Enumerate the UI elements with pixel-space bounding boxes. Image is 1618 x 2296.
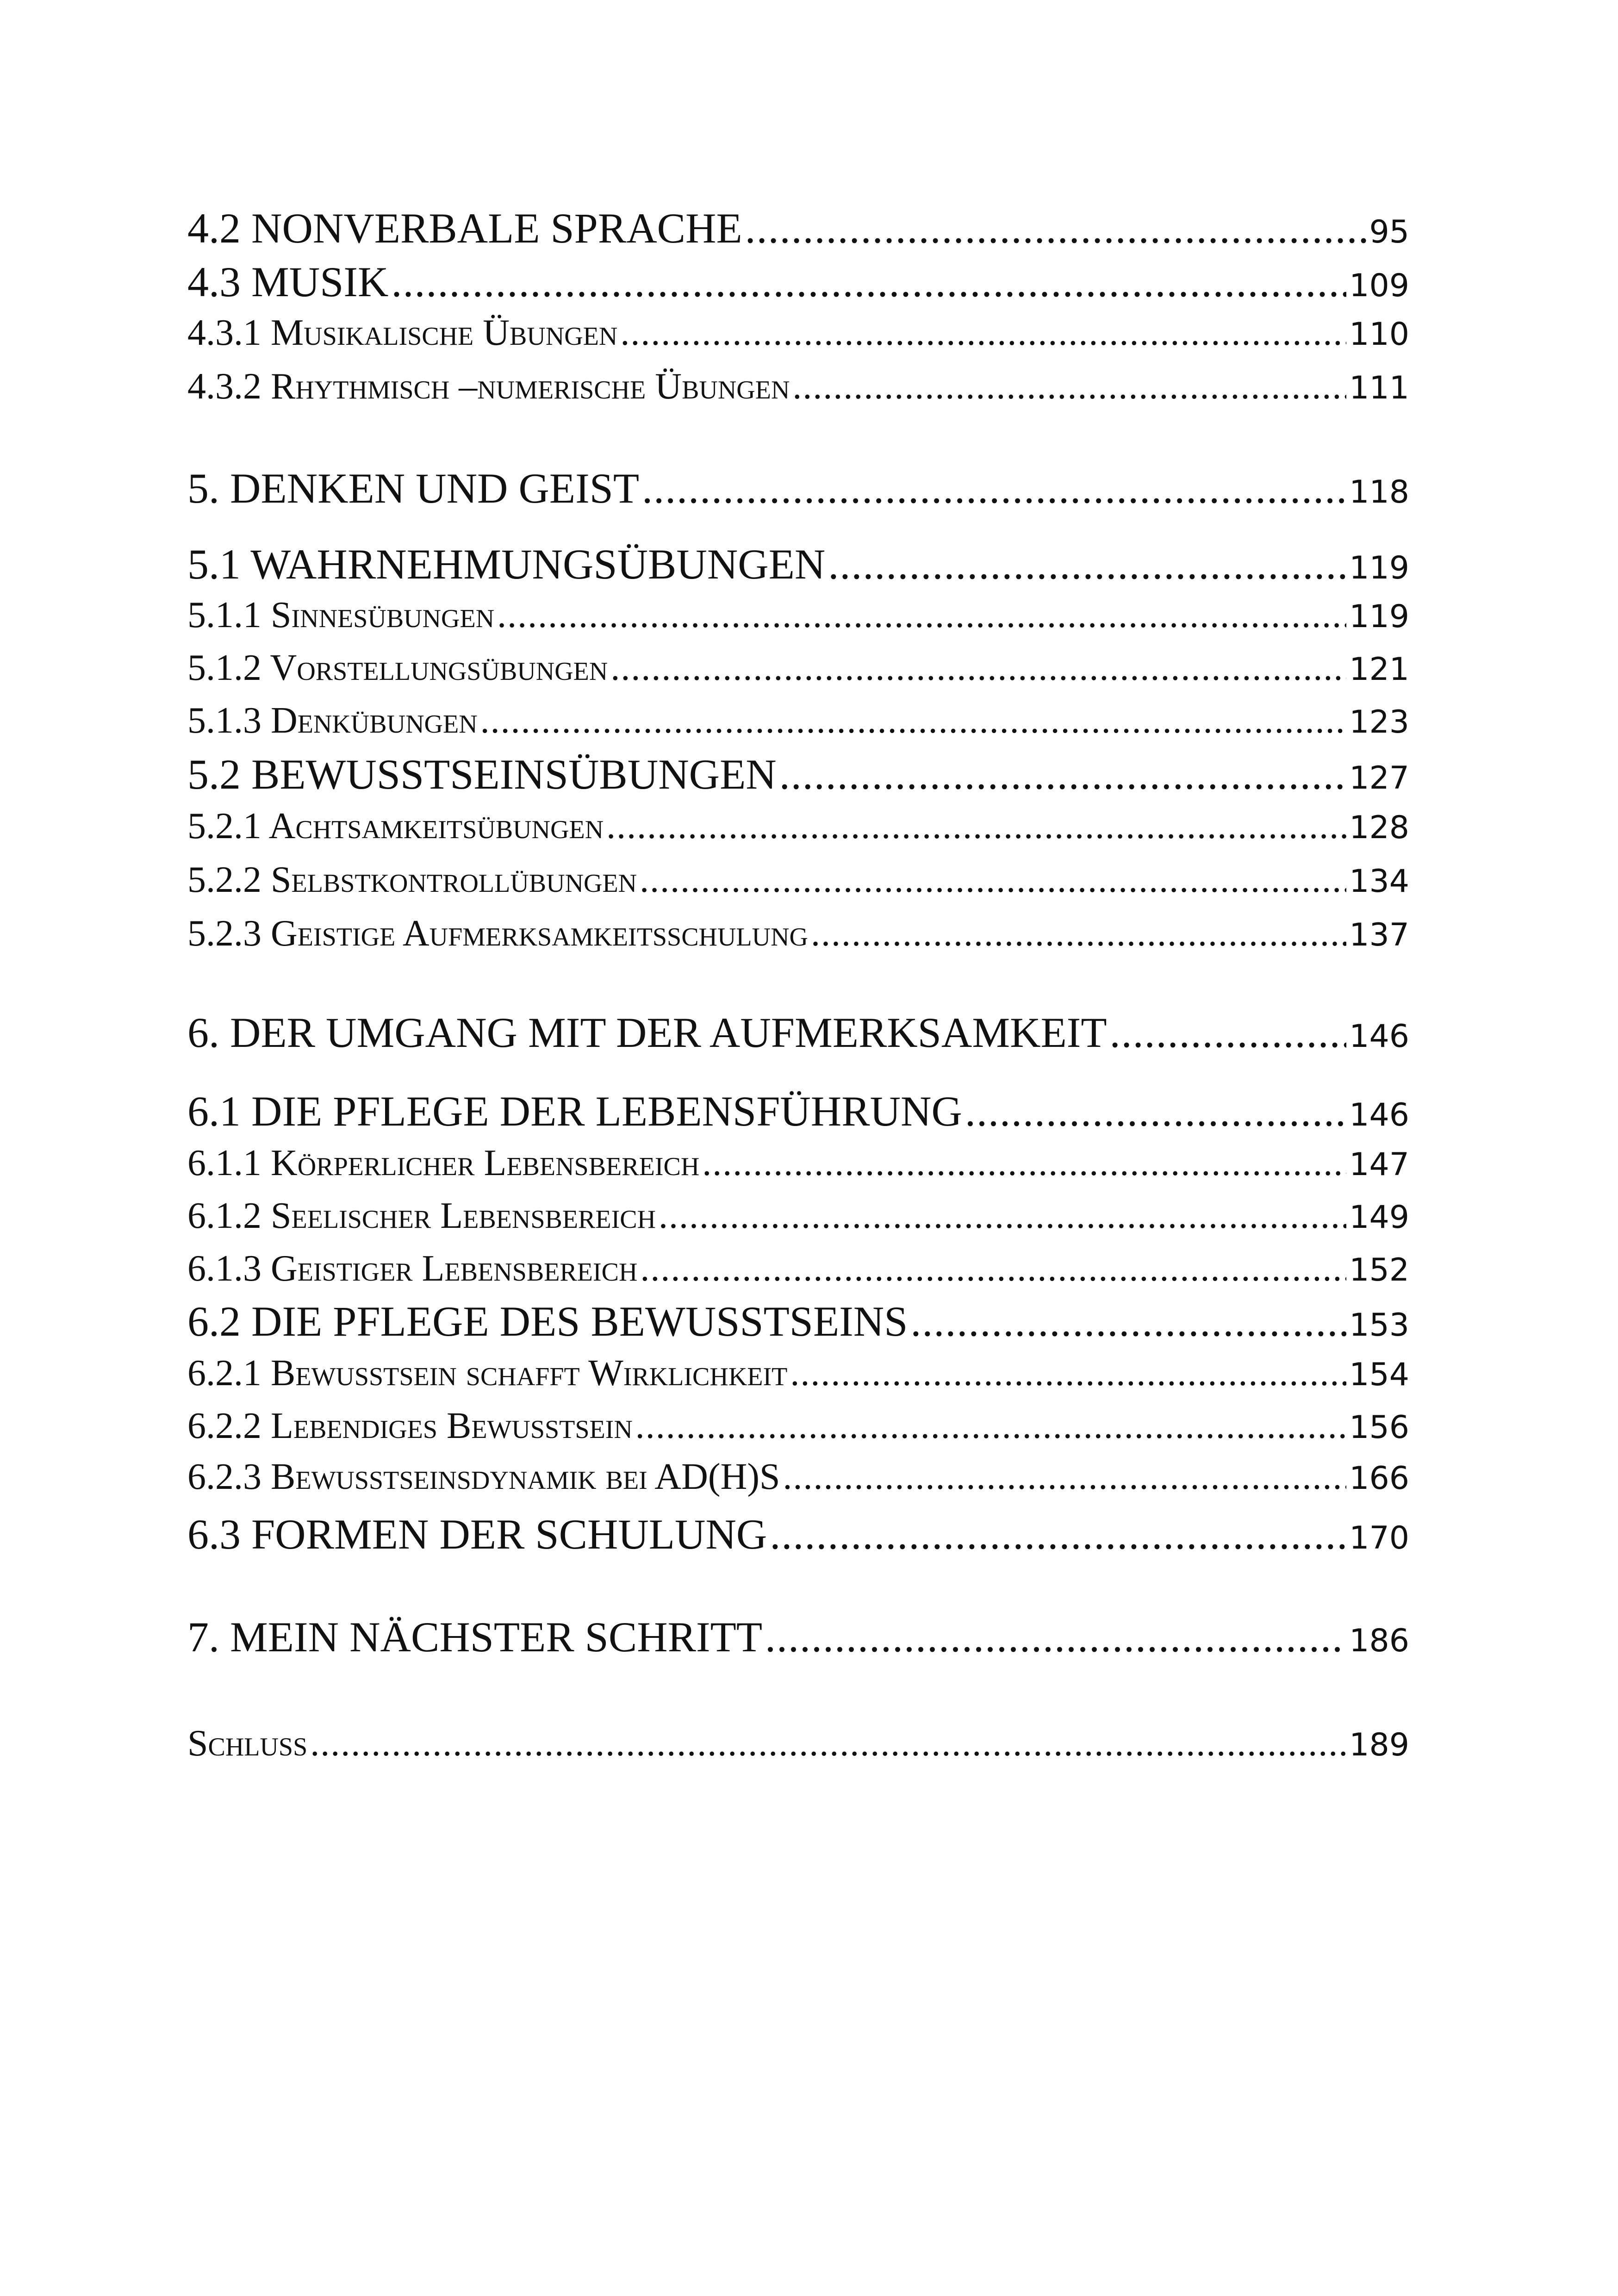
dot-leader xyxy=(659,1195,1346,1237)
toc-entry[interactable] xyxy=(187,1405,1409,1447)
dot-leader xyxy=(606,805,1346,847)
toc-entry-page: 147 xyxy=(1349,1146,1409,1183)
toc-entry-label: 5.2.2 Selbstkontrollübungen xyxy=(187,859,637,900)
toc-entry[interactable] xyxy=(187,1352,1409,1394)
toc-entry[interactable] xyxy=(187,1456,1409,1498)
toc-entry-label: 6.1.1 Körperlicher Lebensbereich xyxy=(187,1143,700,1183)
toc-entry[interactable] xyxy=(187,1195,1409,1237)
toc-entry-page: 127 xyxy=(1349,760,1409,796)
toc-entry[interactable] xyxy=(187,204,1409,253)
toc-entry-label: Schluss xyxy=(187,1723,308,1764)
toc-entry-label: 6.2.2 Lebendiges Bewusstsein xyxy=(187,1406,633,1446)
dot-leader xyxy=(497,594,1346,636)
dot-leader xyxy=(1110,1008,1347,1057)
toc-entry-label: 5.1.2 Vorstellungsübungen xyxy=(187,647,608,688)
toc-entry[interactable] xyxy=(187,647,1409,689)
dot-leader xyxy=(702,1142,1346,1184)
toc-entry-label: 6.1.2 Seelischer Lebensbereich xyxy=(187,1195,656,1236)
toc-entry-page: 186 xyxy=(1349,1623,1409,1659)
toc-entry-page: 170 xyxy=(1349,1520,1409,1556)
toc-entry-page: 152 xyxy=(1349,1252,1409,1288)
toc-entry[interactable] xyxy=(187,913,1409,955)
toc-entry-label: 5.2.1 Achtsamkeitsübungen xyxy=(187,806,604,846)
toc-entry[interactable] xyxy=(187,1510,1409,1559)
dot-leader xyxy=(391,257,1346,306)
toc-entry[interactable] xyxy=(187,1087,1409,1136)
toc-entry[interactable] xyxy=(187,1248,1409,1290)
toc-entry[interactable] xyxy=(187,366,1409,408)
toc-entry[interactable] xyxy=(187,257,1409,306)
toc-entry-label: 5.2.3 Geistige Aufmerksamkeitsschulung xyxy=(187,913,808,954)
dot-leader xyxy=(480,700,1347,742)
dot-leader xyxy=(792,366,1346,408)
toc-entry[interactable] xyxy=(187,700,1409,742)
toc-entry-label: 4.2 NONVERBALE SPRACHE xyxy=(187,205,742,252)
toc-entry-label: 7. MEIN NÄCHSTER SCHRITT xyxy=(187,1613,763,1661)
toc-entry-page: 189 xyxy=(1349,1727,1409,1763)
toc-entry-page: 119 xyxy=(1349,550,1409,586)
toc-entry-page: 109 xyxy=(1349,268,1409,304)
dot-leader xyxy=(783,1456,1346,1498)
toc-entry[interactable] xyxy=(187,312,1409,354)
dot-leader xyxy=(640,1248,1346,1290)
toc-entry-page: 137 xyxy=(1349,917,1409,953)
toc-entry-page: 123 xyxy=(1349,704,1409,740)
dot-leader xyxy=(910,1297,1346,1346)
dot-leader xyxy=(965,1087,1346,1136)
toc-entry-page: 146 xyxy=(1349,1097,1409,1133)
toc-entry-page: 156 xyxy=(1349,1409,1409,1446)
toc-entry-page: 118 xyxy=(1349,474,1409,510)
toc-entry-page: 121 xyxy=(1349,651,1409,688)
toc-entry[interactable] xyxy=(187,859,1409,901)
toc-entry-page: 119 xyxy=(1349,598,1409,635)
toc-entry-page: 146 xyxy=(1349,1018,1409,1055)
toc-entry[interactable] xyxy=(187,1723,1409,1765)
dot-leader xyxy=(310,1723,1346,1765)
toc-entry[interactable] xyxy=(187,1142,1409,1184)
toc-entry-label: 6.1.3 Geistiger Lebensbereich xyxy=(187,1248,638,1289)
toc-entry-label: 4.3.1 Musikalische Übungen xyxy=(187,312,618,353)
toc-entry-label: 6.2.1 Bewusstsein schafft Wirklichkeit xyxy=(187,1353,788,1394)
toc-entry[interactable] xyxy=(187,540,1409,589)
toc-entry-label: 6.3 FORMEN DER SCHULUNG xyxy=(187,1511,767,1558)
toc-entry-label: 4.3 MUSIK xyxy=(187,258,389,305)
toc-entry-label: 6.1 DIE PFLEGE DER LEBENSFÜHRUNG xyxy=(187,1088,962,1135)
toc-entry-label: 6.2.3 Bewusstseinsdynamik bei AD(H)S xyxy=(187,1456,780,1497)
toc-entry-page: 95 xyxy=(1369,214,1409,250)
toc-entry-page: 128 xyxy=(1349,809,1409,846)
dot-leader xyxy=(770,1510,1346,1559)
toc-entry-label: 5.2 BEWUSSTSEINSÜBUNGEN xyxy=(187,751,777,798)
toc-entry-label: 4.3.2 Rhythmisch –numerische Übungen xyxy=(187,366,790,407)
dot-leader xyxy=(610,647,1346,689)
toc-entry-page: 111 xyxy=(1349,370,1409,406)
dot-leader xyxy=(640,859,1346,901)
toc-entry-page: 149 xyxy=(1349,1199,1409,1236)
toc-entry-label: 6.2 DIE PFLEGE DES BEWUSSTSEINS xyxy=(187,1298,908,1345)
toc-entry[interactable] xyxy=(187,750,1409,799)
dot-leader xyxy=(745,204,1367,253)
dot-leader xyxy=(765,1612,1346,1661)
toc-entry[interactable] xyxy=(187,1612,1409,1661)
dot-leader xyxy=(620,312,1346,354)
toc-entry-label: 5.1 WAHRNEHMUNGSÜBUNGEN xyxy=(187,541,826,588)
dot-leader xyxy=(790,1352,1346,1394)
toc-entry-label: 5. DENKEN UND GEIST xyxy=(187,465,640,512)
toc-entry[interactable] xyxy=(187,805,1409,847)
toc-entry-page: 134 xyxy=(1349,863,1409,900)
toc-entry[interactable] xyxy=(187,1297,1409,1346)
toc-entry[interactable] xyxy=(187,464,1409,513)
toc-entry-label: 6. DER UMGANG MIT DER AUFMERKSAMKEIT xyxy=(187,1009,1107,1056)
toc-entry[interactable] xyxy=(187,1008,1409,1057)
toc-entry-page: 166 xyxy=(1349,1460,1409,1497)
toc-entry-page: 110 xyxy=(1349,316,1409,353)
toc-entry-label: 5.1.1 Sinnesübungen xyxy=(187,595,495,635)
dot-leader xyxy=(828,540,1346,589)
toc-entry[interactable] xyxy=(187,594,1409,636)
toc-entry-label: 5.1.3 Denkübungen xyxy=(187,700,478,741)
dot-leader xyxy=(779,750,1346,799)
dot-leader xyxy=(811,913,1346,955)
toc-entry-page: 153 xyxy=(1349,1307,1409,1344)
dot-leader xyxy=(635,1405,1346,1447)
dot-leader xyxy=(642,464,1346,513)
toc-entry-page: 154 xyxy=(1349,1356,1409,1393)
